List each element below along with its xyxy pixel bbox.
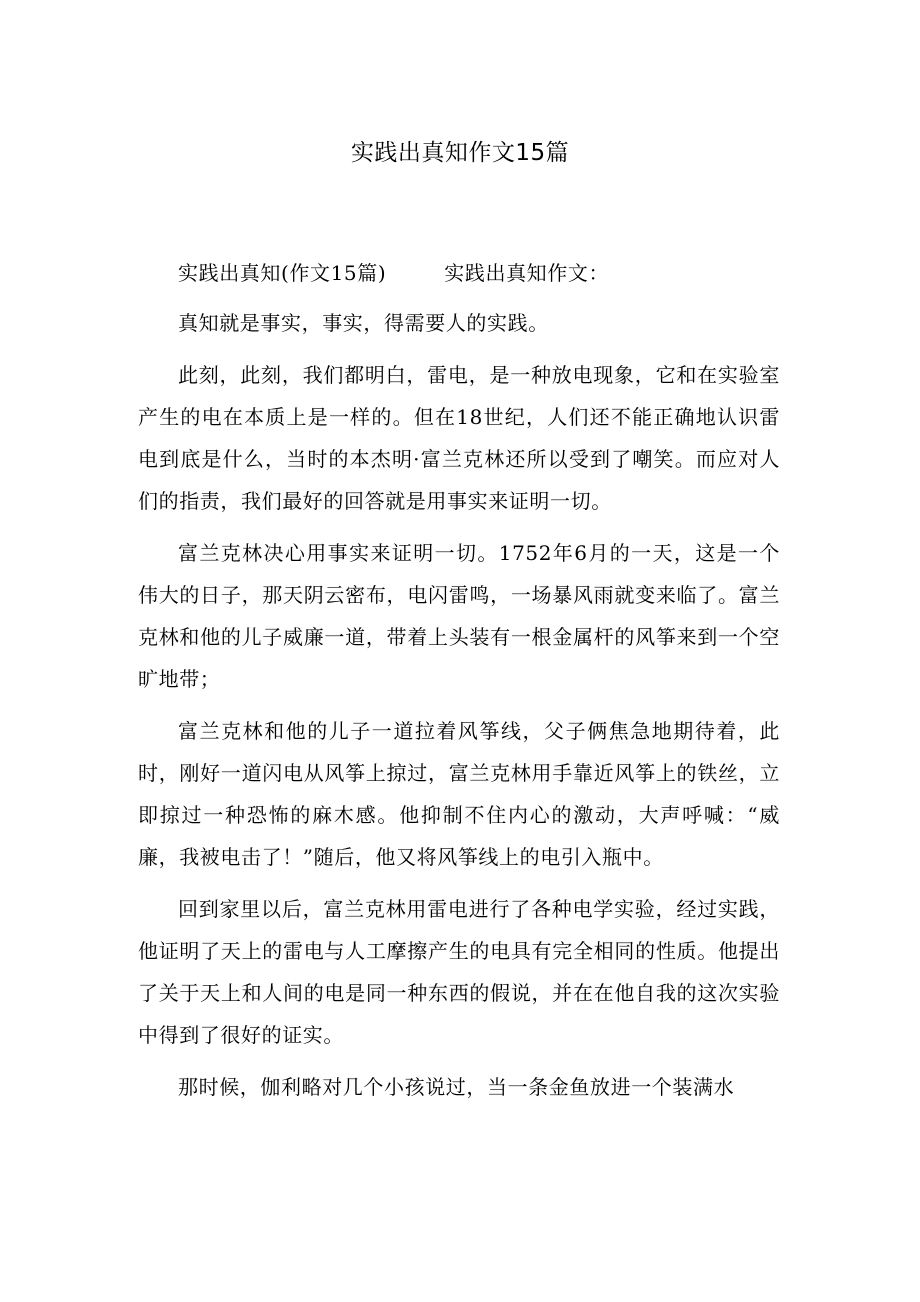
paragraph-3: 富兰克林决心用事实来证明一切。1752年6月的一天，这是一个伟大的日子，那天阴云密布，电闪雷鸣，一场暴风雨就变来临了。富兰克林和他的儿子威廉一道，带着上头装有一根金属杆的风筝来到一个空旷地带； <box>138 541 780 691</box>
paragraph-5: 回到家里以后，富兰克林用雷电进行了各种电学实验，经过实践，他证明了天上的雷电与人工摩擦产生的电具有完全相同的性质。他提出了关于天上和人间的电是同一种东西的假说，并在在他自我的这次实验中得到了很好的证实。 <box>138 897 780 1047</box>
document-title: 实践出真知作文15篇 <box>350 140 570 166</box>
paragraph-1: 真知就是事实，事实，得需要人的实践。 <box>178 311 549 335</box>
subtitle-line <box>138 252 780 294</box>
paragraph-2: 此刻，此刻，我们都明白，雷电，是一种放电现象，它和在实验室产生的电在本质上是一样的。但在18世纪，人们还不能正确地认识雷电到底是什么，当时的本杰明·富兰克林还所以受到了嘲笑。而应对人们的指责，我们最好的回答就是用事实来证明一切。 <box>138 363 780 513</box>
paragraph-6: 那时候，伽利略对几个小孩说过，当一条金鱼放进一个装满水 <box>178 1075 735 1099</box>
subtitle-right: 实践出真知作文： <box>444 261 610 285</box>
document-body <box>138 252 780 1108</box>
subtitle-left: 实践出真知(作文15篇) <box>178 261 387 285</box>
paragraph-4: 富兰克林和他的儿子一道拉着风筝线，父子俩焦急地期待着，此时，刚好一道闪电从风筝上掠过，富兰克林用手靠近风筝上的铁丝，立即掠过一种恐怖的麻木感。他抑制不住内心的激动，大声呼喊：“威廉，我被电击了！”随后，他又将风筝线上的电引入瓶中。 <box>138 719 780 869</box>
